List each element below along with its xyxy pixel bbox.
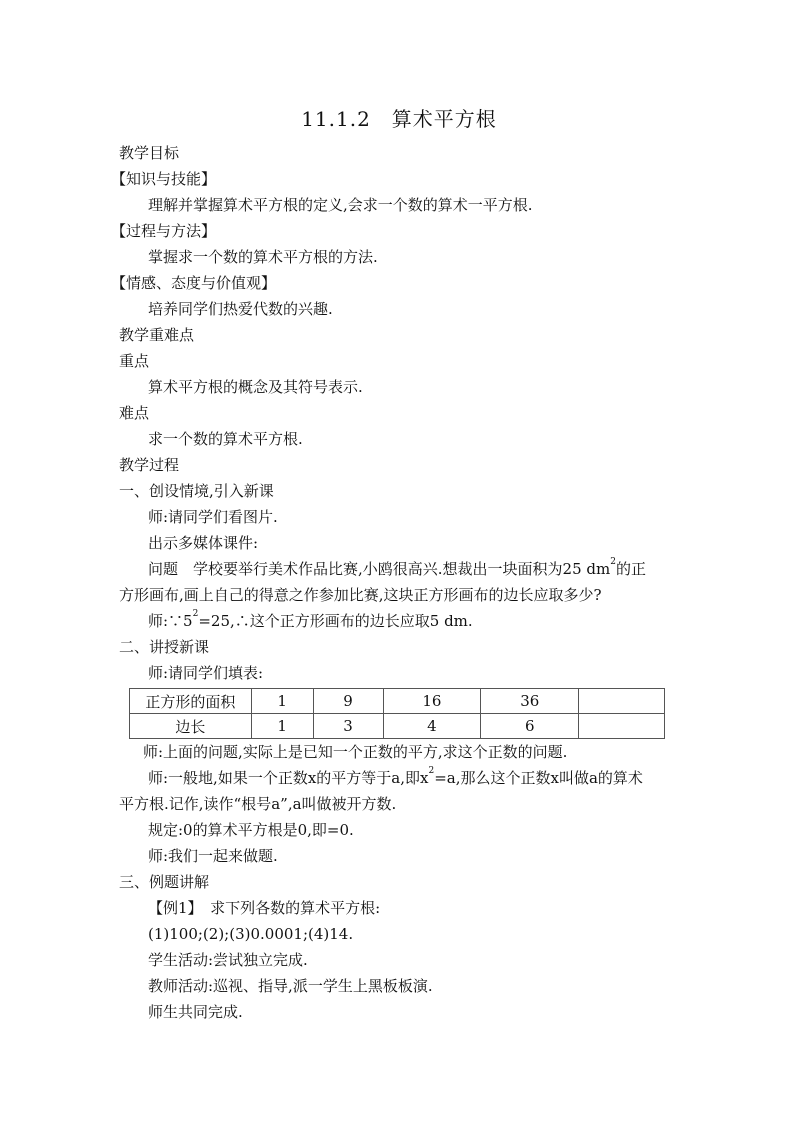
key-text: 算术平方根的概念及其符号表示.: [148, 378, 363, 396]
table-cell: [579, 714, 665, 739]
heading-part3: 三、例题讲解: [119, 873, 210, 891]
table-cell: 16: [383, 689, 481, 714]
table-cell: 1: [251, 714, 313, 739]
example1-label: 【例1】: [148, 899, 196, 917]
heading-goals: 教学目标: [119, 144, 180, 162]
p2-def-b: =a,那么这个正数x叫做a的算术: [434, 769, 643, 787]
student-activity: 学生活动:尝试独立完成.: [148, 951, 308, 969]
heading-key-difficult: 教学重难点: [119, 326, 195, 344]
finish-text: 师生共同完成.: [148, 1003, 243, 1021]
p1-problem-c: 方形画布,画上自己的得意之作参加比赛,这块正方形画布的边长应取多少?: [119, 586, 602, 604]
p2-line1: 师:请同学们填表:: [148, 664, 264, 682]
table-cell: 边长: [130, 714, 252, 739]
p2-together: 师:我们一起来做题.: [148, 847, 278, 865]
p2-def-c: 平方根.记作,读作“根号a”,a叫做被开方数.: [119, 795, 397, 813]
table-cell: 6: [481, 714, 579, 739]
table-row: [130, 714, 665, 739]
example1-text: 求下列各数的算术平方根:: [210, 899, 381, 917]
page-title: 11.1.2 算术平方根: [301, 107, 497, 131]
heading-key: 重点: [119, 352, 150, 370]
table-cell: 1: [251, 689, 313, 714]
process-text: 掌握求一个数的算术平方根的方法.: [148, 248, 378, 266]
difficult-text: 求一个数的算术平方根.: [148, 430, 303, 448]
table-cell: 3: [313, 714, 383, 739]
heading-process: 【过程与方法】: [111, 222, 217, 240]
p1-answer-sup: 2: [192, 609, 199, 619]
table-row: [130, 689, 665, 714]
p2-def-sup: 2: [428, 766, 435, 776]
example1-items: (1)100;(2);(3)0.0001;(4)14.: [148, 925, 354, 943]
heading-knowledge: 【知识与技能】: [111, 170, 217, 188]
p1-problem-line: [119, 556, 794, 582]
p2-rule: 规定:0的算术平方根是0,即=0.: [148, 821, 354, 839]
knowledge-text: 理解并掌握算术平方根的定义,会求一个数的算术一平方根.: [148, 196, 533, 214]
heading-emotion: 【情感、态度与价值观】: [111, 274, 277, 292]
p1-answer-a: 师:∵5: [148, 612, 193, 630]
p1-problem-a: 问题 学校要举行美术作品比赛,小鸥很高兴.想裁出一块面积为25 dm: [148, 560, 611, 578]
example1-line: [119, 895, 794, 921]
table-cell: 4: [383, 714, 481, 739]
p2-def-line: [119, 765, 794, 791]
heading-difficult: 难点: [119, 404, 150, 422]
square-table: [129, 688, 665, 739]
teacher-activity: 教师活动:巡视、指导,派一学生上黑板板演.: [148, 977, 433, 995]
heading-part2: 二、讲授新课: [119, 638, 210, 656]
table-cell: 9: [313, 689, 383, 714]
p2-after1: 师:上面的问题,实际上是已知一个正数的平方,求这个正数的问题.: [143, 743, 568, 761]
table-cell: 正方形的面积: [130, 689, 252, 714]
heading-part1: 一、创设情境,引入新课: [119, 482, 274, 500]
p2-def-a: 师:一般地,如果一个正数x的平方等于a,即x: [148, 769, 429, 787]
p1-answer-line: [119, 608, 794, 634]
p1-answer-b: =25,∴这个正方形画布的边长应取5 dm.: [198, 612, 473, 630]
p1-problem-b: 的正: [615, 560, 646, 578]
table-cell: 36: [481, 689, 579, 714]
p1-problem-sup: 2: [610, 557, 616, 567]
emotion-text: 培养同学们热爱代数的兴趣.: [148, 300, 333, 318]
p1-line2: 出示多媒体课件:: [148, 534, 259, 552]
heading-teaching-process: 教学过程: [119, 456, 180, 474]
table-cell: [579, 689, 665, 714]
p1-line1: 师:请同学们看图片.: [148, 508, 278, 526]
